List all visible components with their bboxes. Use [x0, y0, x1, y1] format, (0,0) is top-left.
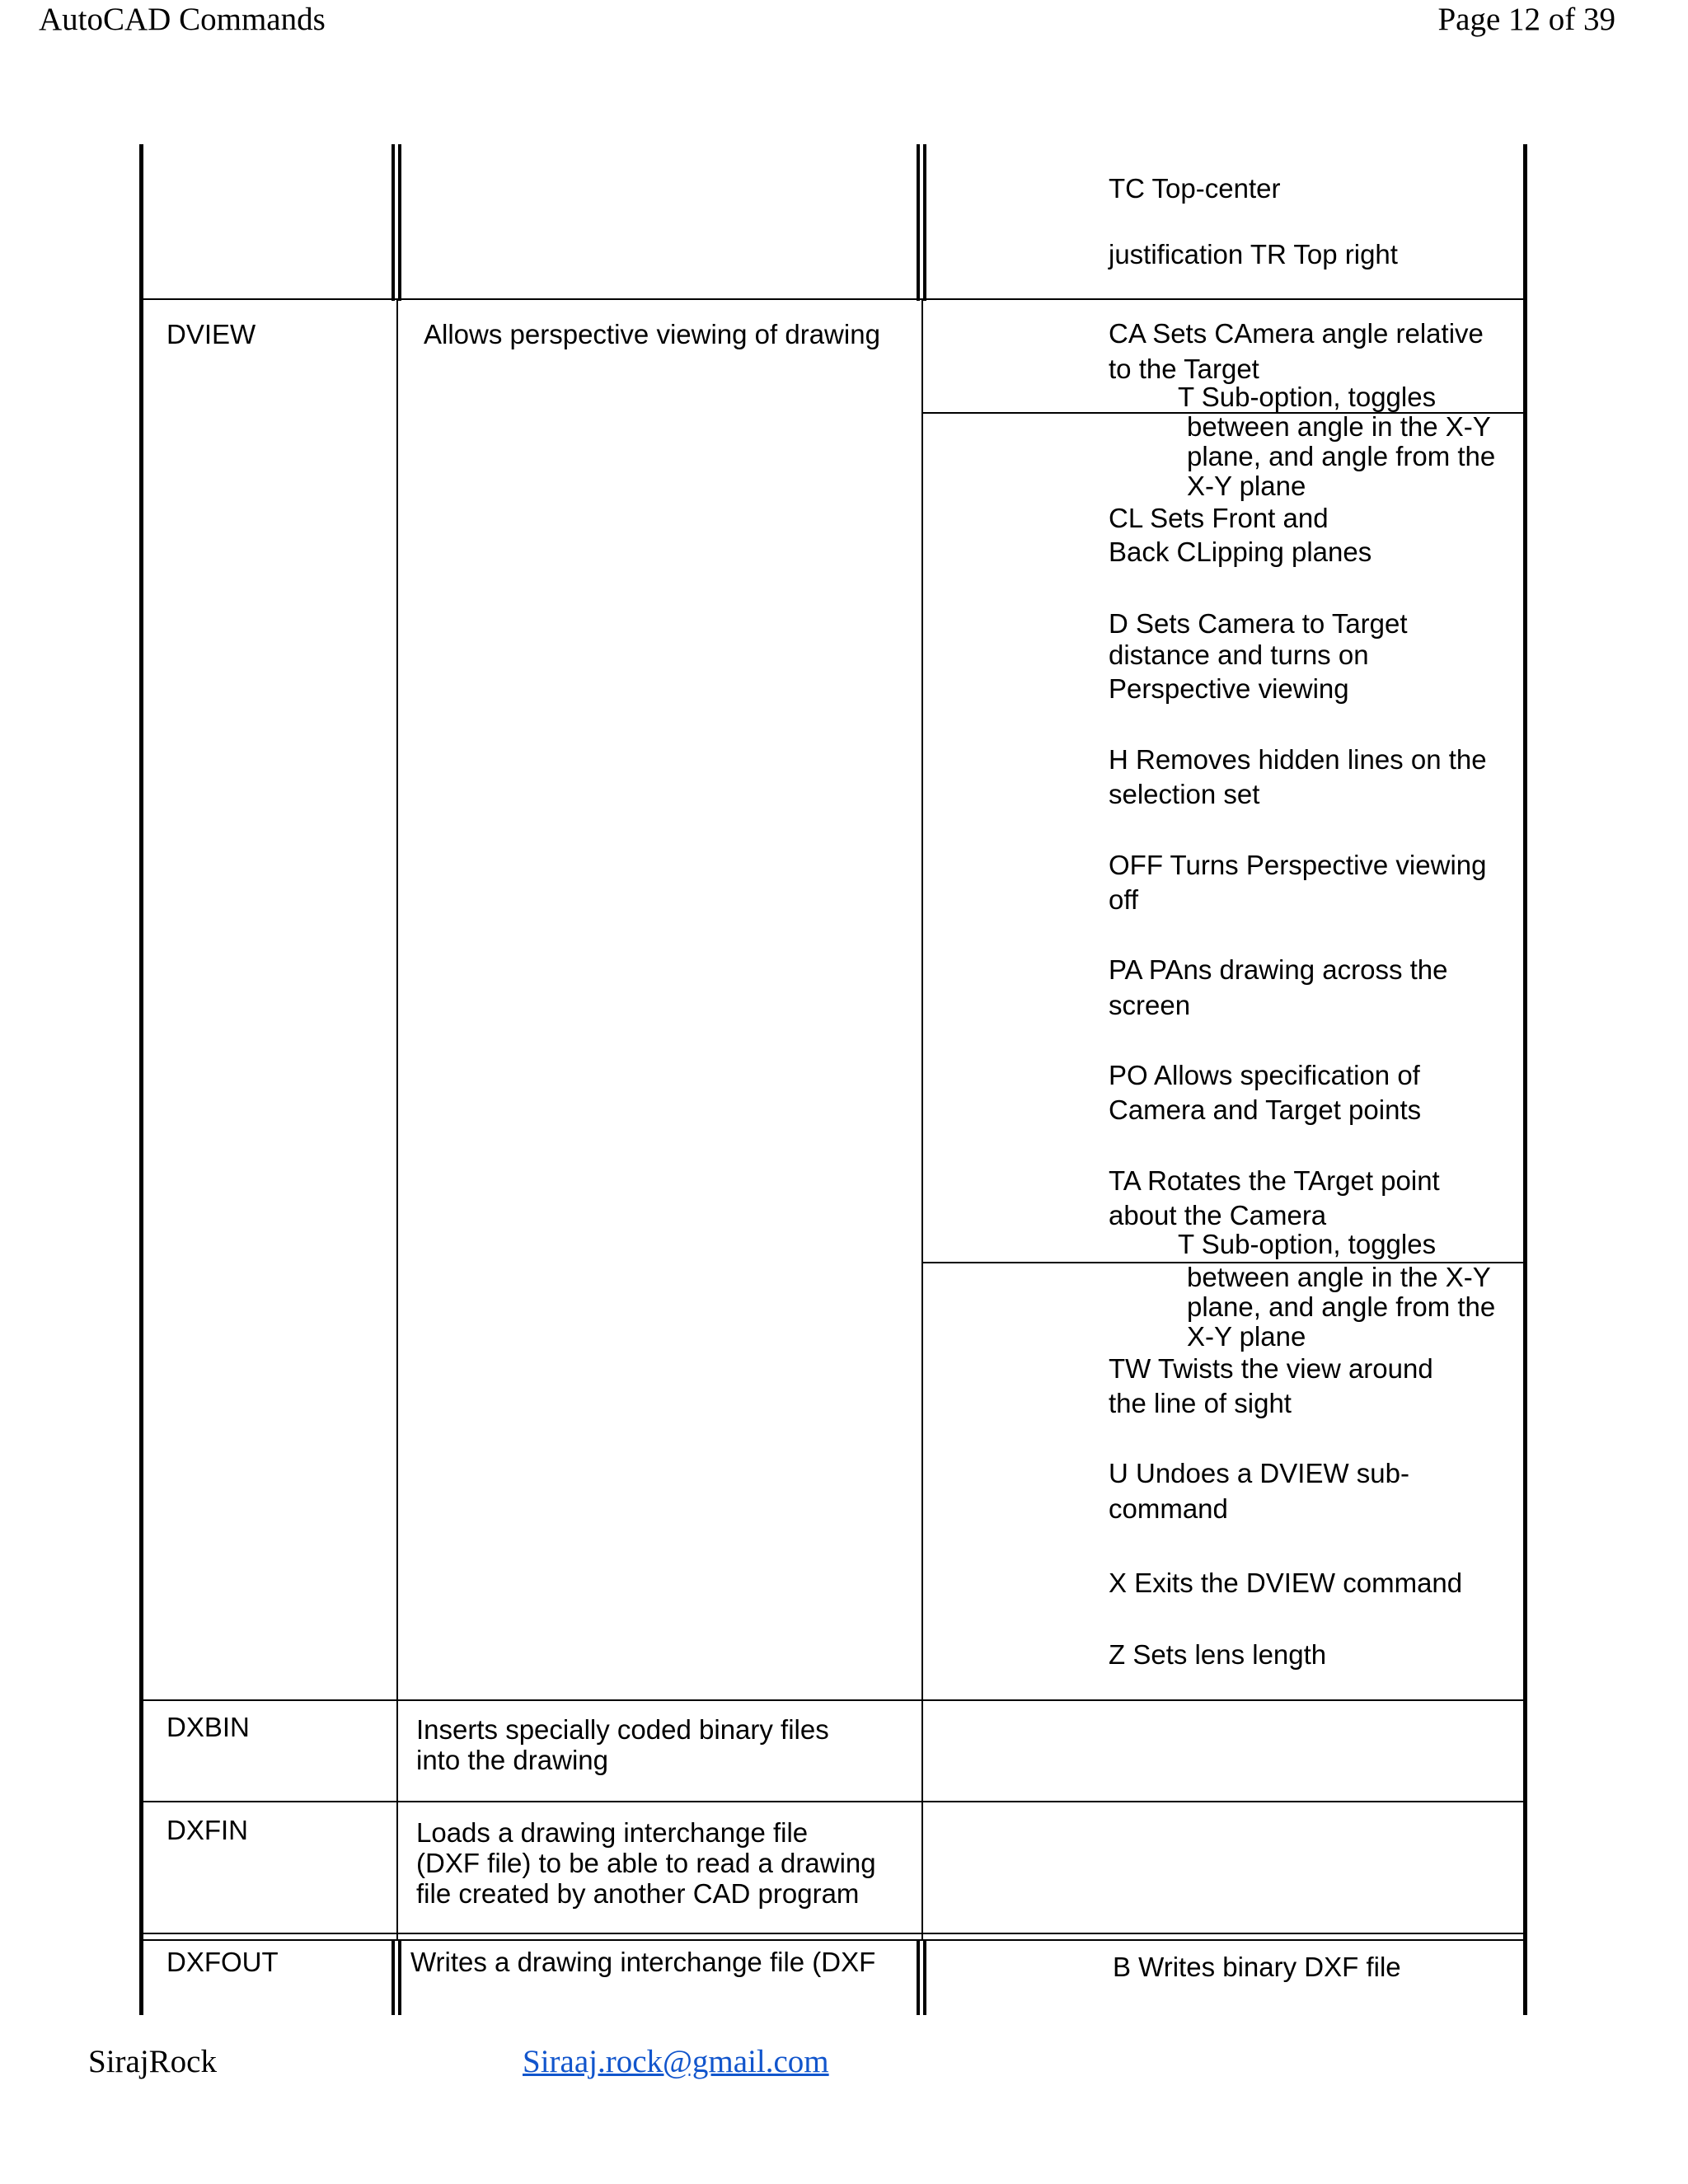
footer-author: SirajRock [88, 2044, 217, 2079]
description-dxfout: Writes a drawing interchange file (DXF [410, 1947, 876, 1977]
option-off: OFF Turns Perspective viewing [1109, 850, 1487, 880]
table-border-right [1523, 144, 1527, 2015]
option-pa: screen [1109, 990, 1191, 1020]
row-divider [139, 298, 1527, 300]
option-ta: TA Rotates the TArget point [1109, 1165, 1440, 1196]
column-divider [923, 1939, 926, 2015]
option-d: Perspective viewing [1109, 673, 1349, 704]
description-dxfin: file created by another CAD program [416, 1878, 860, 1909]
option-u: U Undoes a DVIEW sub- [1109, 1458, 1409, 1488]
option-off: off [1109, 884, 1139, 915]
column-divider [398, 144, 401, 301]
command-dxbin: DXBIN [166, 1712, 250, 1742]
row-divider [139, 1699, 1527, 1701]
option-tr: justification TR Top right [1109, 239, 1398, 269]
option-ca-sub: X-Y plane [1187, 471, 1306, 501]
option-d: distance and turns on [1109, 640, 1369, 670]
option-ca: to the Target [1109, 354, 1259, 384]
option-ta-sub: plane, and angle from the [1187, 1291, 1496, 1322]
option-h: H Removes hidden lines on the [1109, 744, 1487, 775]
option-tw: the line of sight [1109, 1388, 1292, 1418]
document-title: AutoCAD Commands [39, 2, 326, 37]
option-po: PO Allows specification of [1109, 1060, 1420, 1090]
column-divider [398, 1939, 401, 2015]
option-ca-sub: plane, and angle from the [1187, 441, 1496, 471]
option-ca-sub: between angle in the X-Y [1187, 411, 1491, 442]
command-dxfin: DXFIN [166, 1815, 248, 1845]
column-divider [392, 144, 395, 301]
option-x: X Exits the DVIEW command [1109, 1568, 1463, 1598]
description-dxfin: Loads a drawing interchange file [416, 1817, 809, 1848]
column-divider [392, 1939, 395, 2015]
footer-email-link[interactable]: Siraaj.rock@gmail.com [523, 2044, 829, 2079]
command-dview: DVIEW [166, 319, 256, 349]
option-d: D Sets Camera to Target [1109, 608, 1408, 639]
option-h: selection set [1109, 779, 1260, 809]
option-ta-sub: between angle in the X-Y [1187, 1262, 1491, 1292]
description-dxbin: Inserts specially coded binary files [416, 1714, 829, 1745]
option-ta-sub: T Sub-option, toggles [1178, 1229, 1437, 1259]
option-u: command [1109, 1493, 1228, 1524]
option-b: B Writes binary DXF file [1113, 1952, 1401, 1982]
column-divider [921, 299, 923, 1939]
description-dview: Allows perspective viewing of drawing [424, 319, 880, 349]
table-border-left [139, 144, 143, 2015]
option-ta-sub: X-Y plane [1187, 1321, 1306, 1352]
command-dxfout: DXFOUT [166, 1947, 279, 1977]
description-dxbin: into the drawing [416, 1745, 608, 1775]
option-z: Z Sets lens length [1109, 1639, 1327, 1670]
column-divider [917, 144, 920, 301]
row-divider [139, 1801, 1527, 1802]
option-ca-sub: T Sub-option, toggles [1178, 382, 1437, 412]
option-cl: Back CLipping planes [1109, 537, 1372, 567]
option-cl: CL Sets Front and [1109, 503, 1329, 533]
description-dxfin: (DXF file) to be able to read a drawing [416, 1848, 876, 1878]
column-divider [396, 299, 398, 1939]
column-divider [923, 144, 926, 301]
option-tc: TC Top-center [1109, 173, 1281, 204]
option-pa: PA PAns drawing across the [1109, 954, 1448, 985]
row-divider [139, 1933, 1527, 1934]
column-divider [917, 1939, 920, 2015]
page-number: Page 12 of 39 [1437, 2, 1615, 37]
option-ta: about the Camera [1109, 1200, 1327, 1230]
option-po: Camera and Target points [1109, 1094, 1422, 1125]
option-ca: CA Sets CAmera angle relative [1109, 318, 1484, 349]
row-divider [139, 1939, 1527, 1941]
option-tw: TW Twists the view around [1109, 1353, 1433, 1384]
